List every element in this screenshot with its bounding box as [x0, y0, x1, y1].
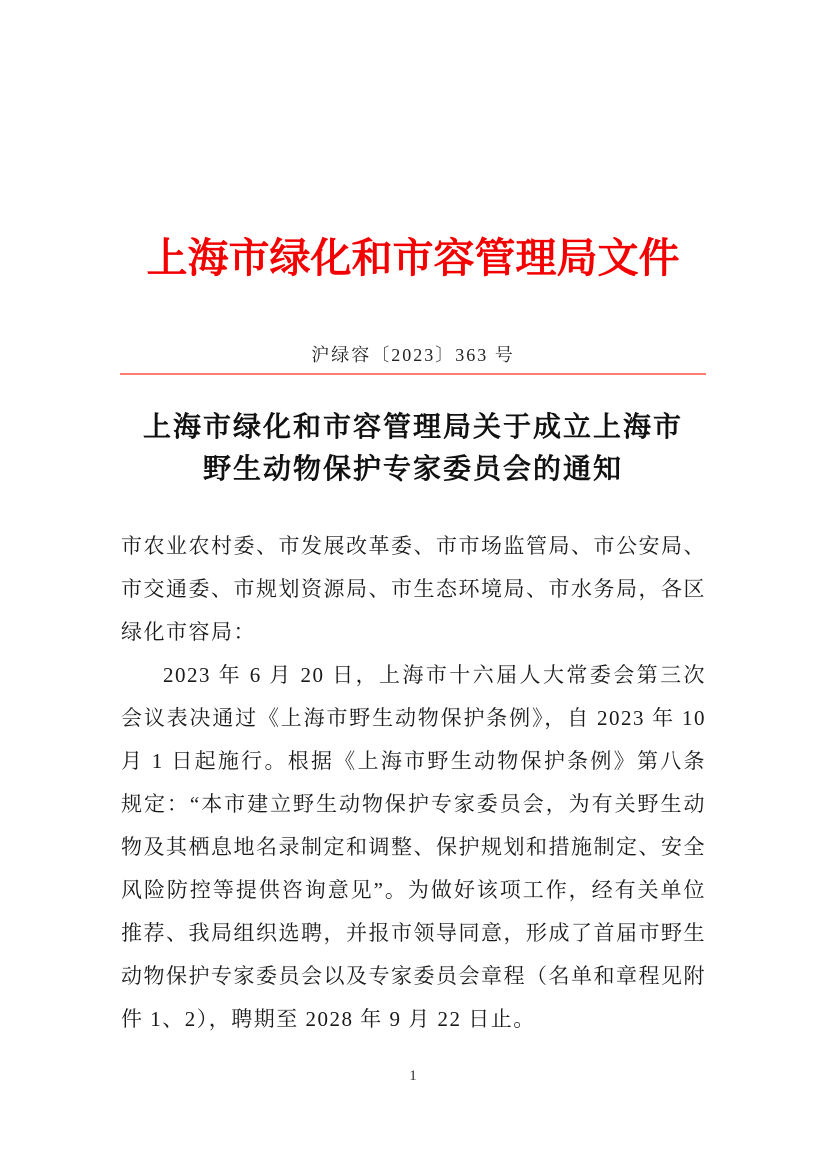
doc-title-line-1: 上海市绿化和市容管理局关于成立上海市	[142, 412, 683, 443]
page-number: 1	[409, 1068, 417, 1084]
recipients-paragraph: 市农业农村委、市发展改革委、市市场监管局、市公安局、市交通委、市规划资源局、市生态环境局、市水务局，各区绿化市容局：	[121, 534, 706, 644]
document-body	[121, 525, 706, 1041]
agency-banner-title: 上海市绿化和市容管理局文件	[146, 235, 680, 281]
body-paragraph: 2023 年 6 月 20 日，上海市十六届人大常委会第三次会议表决通过《上海市野生动物保护条例》，自 2023 年 10 月 1 日起施行。根据《上海市野生动物保护条例》第八条规定：“本市建立野生动物保护专家委员会，为有关野生动物及其栖息地名录制定和调整、保护规划和措施制定、安全风险防控等提供咨询意见”。为做好该项工作，经有关单位推荐、我局组织选聘，并报市领导同意，形成了首届市野生动物保护专家委员会以及专家委员会章程（名单和章程见附件 1、2），聘期至 2028 年 9 月 22 日止。	[121, 663, 706, 1031]
doc-number: 沪绿容〔2023〕363 号	[311, 345, 515, 365]
doc-title-line-2: 野生动物保护专家委员会的通知	[202, 454, 623, 485]
red-divider-line	[120, 373, 706, 375]
doc-title	[110, 407, 716, 491]
